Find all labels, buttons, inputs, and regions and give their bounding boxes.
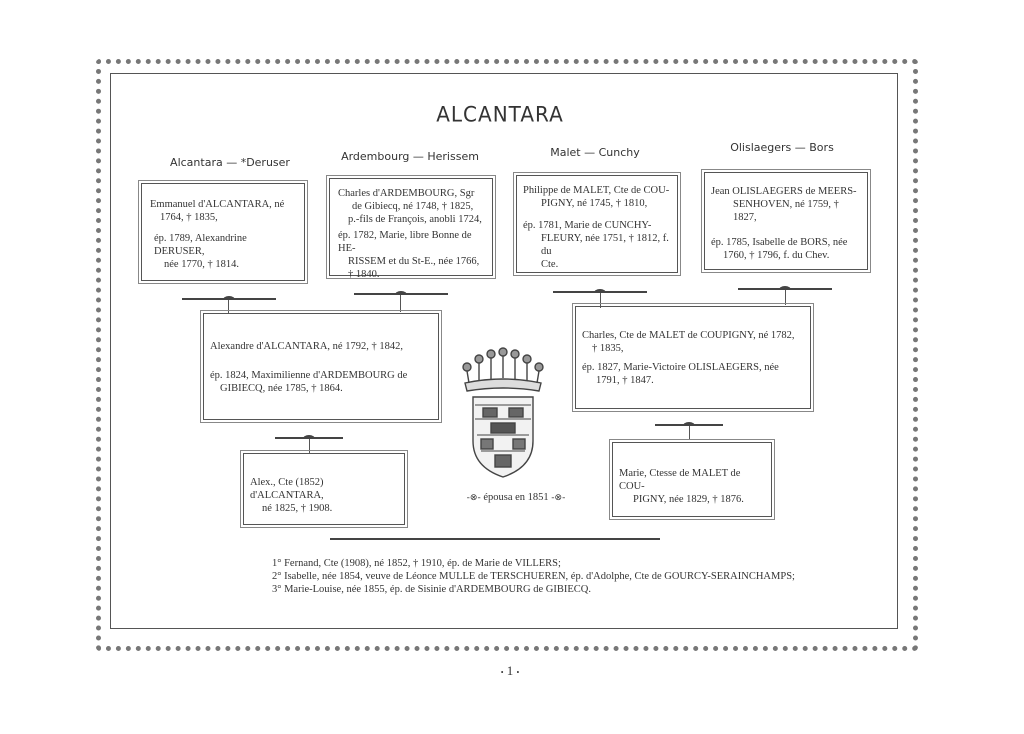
couple-box-alcantara	[243, 453, 405, 525]
family-heading-ardembourg: Ardembourg — Herissem	[341, 150, 479, 163]
divider	[330, 538, 660, 540]
text-line: Jean OLISLAEGERS de MEERS-	[711, 186, 857, 197]
text-line: ép. 1789, Alexandrine DERUSER,	[154, 233, 247, 257]
text-line: ép. 1827, Marie-Victoire OLISLAEGERS, née	[582, 362, 779, 373]
connector-line	[309, 439, 310, 453]
connector-line	[400, 295, 401, 312]
text-line: FLEURY, née 1751, † 1812, f. du	[541, 233, 669, 257]
children-list	[272, 557, 832, 596]
text-line: 1760, † 1796, f. du Chev.	[723, 250, 830, 261]
text-line: 1791, † 1847.	[596, 375, 654, 386]
connector-ornament	[354, 293, 448, 295]
connector-line	[785, 290, 786, 305]
text-line: Philippe de MALET, Cte de COU-	[523, 185, 670, 196]
list-item: 2° Isabelle, née 1854, veuve de Léonce MULLE de TERSCHUEREN, ép. d'Adolphe, Cte de GOURCY-SERAINCHAMPS;	[272, 571, 795, 582]
text-line: de Gibiecq, né 1748, † 1825,	[352, 201, 474, 212]
text-line: RISSEM et du St-E., née 1766,	[348, 256, 480, 267]
ornament: •	[500, 668, 504, 677]
text-line: GIBIECQ, née 1785, † 1864.	[220, 383, 343, 394]
grandparent-box-ardembourg	[329, 178, 493, 280]
text-line: née 1770, † 1814.	[164, 259, 239, 270]
text-line: Alex., Cte (1852) d'ALCANTARA,	[250, 477, 324, 501]
married-text: épousa en 1851	[483, 492, 549, 503]
text-line: SENHOVEN, né 1759, † 1827,	[733, 199, 839, 223]
connector-ornament	[182, 298, 276, 300]
text-line: † 1835,	[592, 343, 624, 354]
text-line: PIGNY, née 1829, † 1876.	[633, 494, 744, 505]
ornament-right: -⊗-	[551, 493, 566, 503]
text-line: ép. 1785, Isabelle de BORS, née	[711, 237, 848, 248]
text-line: Marie, Ctesse de MALET de COU-	[619, 468, 741, 492]
text-line: † 1840.	[348, 269, 380, 280]
grandparent-box-malet	[516, 175, 678, 273]
parent-box-alcantara	[203, 313, 439, 420]
ornament: •	[516, 668, 520, 677]
page-number	[480, 663, 540, 679]
text-line: PIGNY, né 1745, † 1810,	[541, 198, 648, 209]
text-line: Charles d'ARDEMBOURG, Sgr	[338, 188, 475, 199]
grandparent-box-olislaegers	[704, 172, 868, 270]
text-line: 1764, † 1835,	[160, 212, 218, 223]
coat-of-arms-icon	[455, 345, 551, 480]
connector-line	[228, 300, 229, 314]
parent-box-malet	[575, 306, 811, 409]
connector-line	[689, 426, 690, 440]
grandparent-box-alcantara	[141, 183, 305, 281]
text-line: Emmanuel d'ALCANTARA, né	[150, 199, 285, 210]
page-title: ALCANTARA	[436, 101, 564, 127]
text-line: ép. 1824, Maximilienne d'ARDEMBOURG de	[210, 370, 408, 381]
married-caption	[446, 492, 586, 503]
family-heading-malet: Malet — Cunchy	[550, 146, 640, 159]
text-line: Cte.	[541, 259, 559, 270]
list-item: 3° Marie-Louise, née 1855, ép. de Sisinie d'ARDEMBOURG de GIBIECQ.	[272, 584, 592, 595]
family-heading-olislaegers: Olislaegers — Bors	[730, 141, 834, 154]
text-line: né 1825, † 1908.	[262, 503, 333, 514]
text-line: Charles, Cte de MALET de COUPIGNY, né 1782,	[582, 330, 795, 341]
family-heading-alcantara: Alcantara — *Deruser	[170, 156, 290, 169]
list-item: 1° Fernand, Cte (1908), né 1852, † 1910, ép. de Marie de VILLERS;	[272, 558, 561, 569]
text-line: ép. 1781, Marie de CUNCHY-	[523, 220, 652, 231]
text-line: ép. 1782, Marie, libre Bonne de HE-	[338, 230, 472, 254]
page-number-value: 1	[506, 663, 514, 678]
text-line: p.-fils de François, anobli 1724,	[348, 214, 482, 225]
ornament-left: -⊗-	[466, 493, 481, 503]
couple-box-malet	[612, 442, 772, 517]
text-line: Alexandre d'ALCANTARA, né 1792, † 1842,	[210, 341, 403, 352]
